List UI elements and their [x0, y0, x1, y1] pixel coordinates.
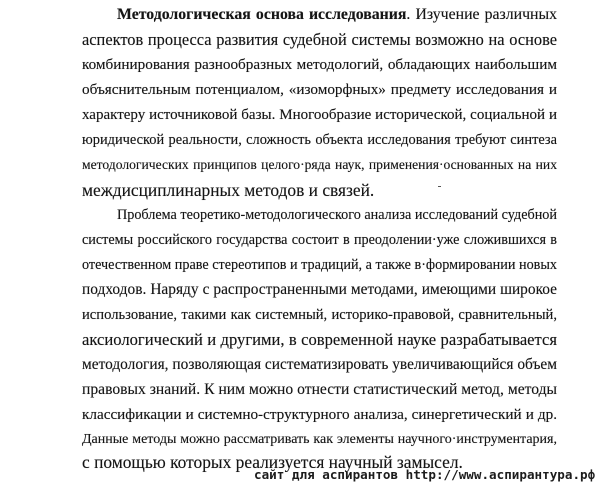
- paragraph-2-line-9: классификации и системно-структурного анализа, синергетический и др.: [82, 406, 557, 423]
- section-heading: Методологическая основа исследования: [117, 6, 407, 23]
- stray-mark: [438, 186, 441, 187]
- paragraph-1-line-4: объяснительным потенциалом, «изоморфных» предмету исследования и: [82, 81, 557, 98]
- site-watermark: сайт для аспирантов http://www.аспирантура.рф: [254, 467, 596, 482]
- paragraph-2-line-4: подходов. Наряду с распространенными методами, имеющими широкое: [82, 281, 557, 298]
- paragraph-1-line-6: юридической реальности, сложность объекта исследования требуют синтеза: [82, 132, 557, 148]
- paragraph-2-line-10: Данные методы можно рассматривать как элементы научного·инструментария,: [82, 432, 557, 447]
- paragraph-2-line-11: с помощью которых реализуется научный замысел.: [82, 452, 463, 472]
- paragraph-2-line-5: использование, такими как системный, историко-правовой, сравнительный,: [82, 307, 557, 323]
- paragraph-1-line-7: методологических принципов целого·ряда наук, применения·основанных на них: [82, 157, 557, 172]
- paragraph-1-line-1-text: . Изучение различных: [406, 6, 557, 23]
- paragraph-2-line-2: системы российского государства состоит в преодолении·уже сложившихся в: [82, 232, 557, 248]
- paragraph-2-line-8: правовых знаний. К ним можно отнести статистический метод, методы: [82, 381, 557, 398]
- paragraph-1-line-2: аспектов процесса развития судебной системы возможно на основе: [82, 30, 557, 49]
- paragraph-1-line-8: междисциплинарных методов и связей.: [82, 180, 375, 200]
- paragraph-2-line-7: методология, позволяющая систематизировать увеличивающийся объем: [82, 356, 557, 373]
- paragraph-1-line-5: характеру источниковой базы. Многообразие исторической, социальной и: [82, 107, 557, 123]
- paragraph-1-line-3: комбинирования разнообразных методологий, обладающих наибольшим: [82, 56, 557, 73]
- paragraph-1-line-1: [117, 5, 557, 25]
- paragraph-2-line-1: Проблема теоретико-методологического анализа исследований судебной: [117, 207, 557, 223]
- paragraph-2-line-6: аксиологический и другими, в современной науке разрабатывается: [82, 330, 557, 349]
- paragraph-2-line-3: отечественном праве стереотипов и традиций, а также в·формировании новых: [82, 257, 557, 273]
